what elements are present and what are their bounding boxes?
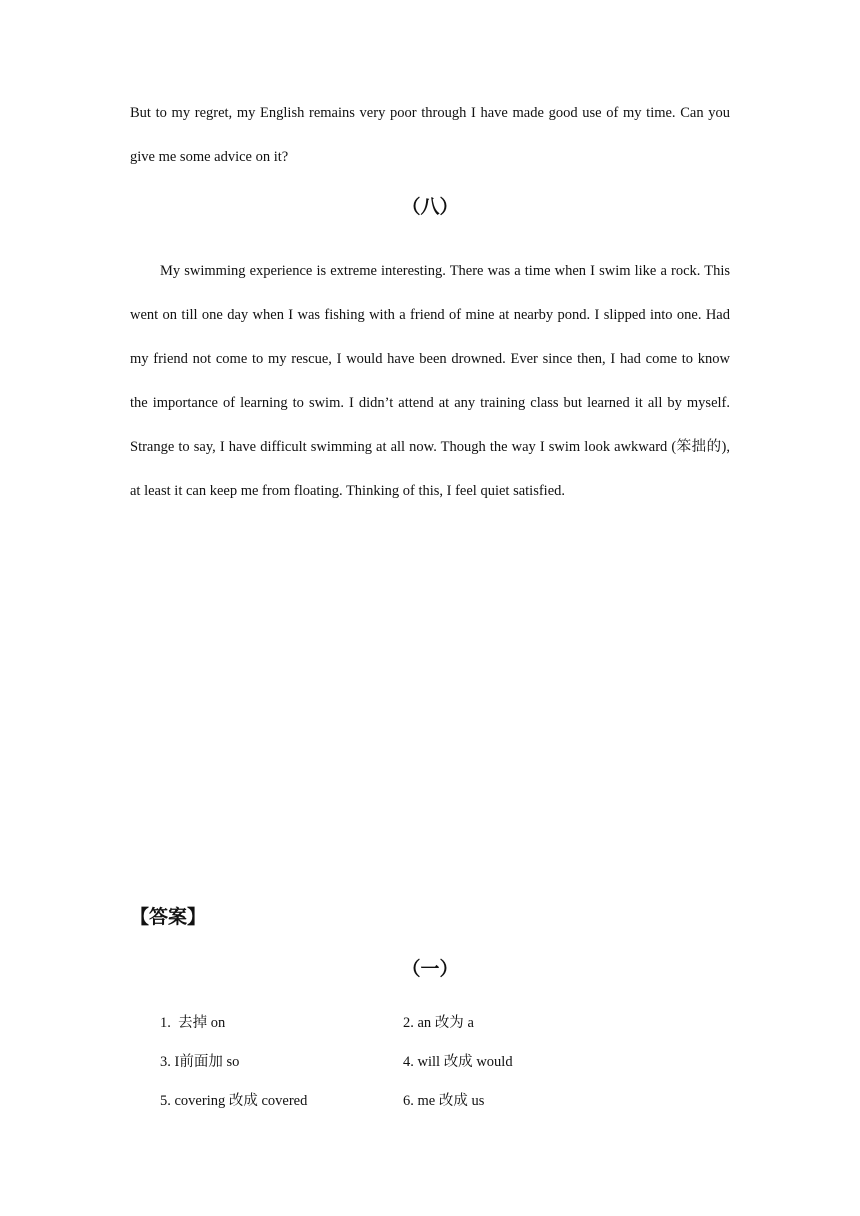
answer-number: 4.: [403, 1054, 414, 1070]
answer-instruction: 改成: [443, 1054, 473, 1070]
answer-target-word: would: [476, 1054, 513, 1070]
answer-number: 2.: [403, 1015, 414, 1031]
answer-item-6: [403, 1089, 484, 1110]
answer-number: 5.: [160, 1093, 171, 1109]
answer-item-1: [160, 1011, 225, 1032]
answer-instruction: 改成: [228, 1093, 258, 1109]
answer-original-word: an: [417, 1015, 432, 1031]
answer-original-word: I: [174, 1054, 180, 1070]
section-eight-heading: （八）: [401, 196, 459, 218]
answer-item-3: [160, 1050, 239, 1071]
answer-item-4: [403, 1050, 513, 1071]
answer-target-word: on: [210, 1015, 226, 1031]
answer-item-2: [403, 1011, 474, 1032]
continued-paragraph: But to my regret, my English remains very poor through I have made good use of my time. Can you give me some advice on it?: [130, 105, 730, 165]
answer-instruction: 去掉: [178, 1015, 208, 1031]
answer-target-word: us: [471, 1093, 485, 1109]
answer-number: 1.: [160, 1015, 171, 1031]
answer-original-word: covering: [174, 1093, 226, 1109]
answer-instruction: 改成: [438, 1093, 468, 1109]
answer-target-word: covered: [261, 1093, 308, 1109]
answer-original-word: will: [417, 1054, 441, 1070]
answer-instruction: 改为: [434, 1015, 464, 1031]
answer-instruction: 前面加: [179, 1054, 223, 1070]
answers-title: 【答案】: [130, 906, 207, 928]
answer-target-word: a: [467, 1015, 474, 1031]
answer-target-word: so: [226, 1054, 240, 1070]
answer-number: 3.: [160, 1054, 171, 1070]
section-eight-paragraph: My swimming experience is extreme interesting. There was a time when I swim like a rock. This went on till one day when I was fishing with a friend of mine at nearby pond. I slipped into one. Had my friend not come to my rescue, I would have been drowned. Ever since then, I had come to know the importance of learning to swim. I didn’t attend at any training class but learned it all by myself. Strange to say, I have difficult swimming at all now. Though the way I swim look awkward (笨拙的), at least it can keep me from floating. Thinking of this, I feel quiet satisfied.: [130, 263, 730, 499]
answer-item-5: [160, 1089, 307, 1110]
answer-original-word: me: [417, 1093, 436, 1109]
answer-number: 6.: [403, 1093, 414, 1109]
answers-section-one-heading: （一）: [401, 958, 459, 980]
